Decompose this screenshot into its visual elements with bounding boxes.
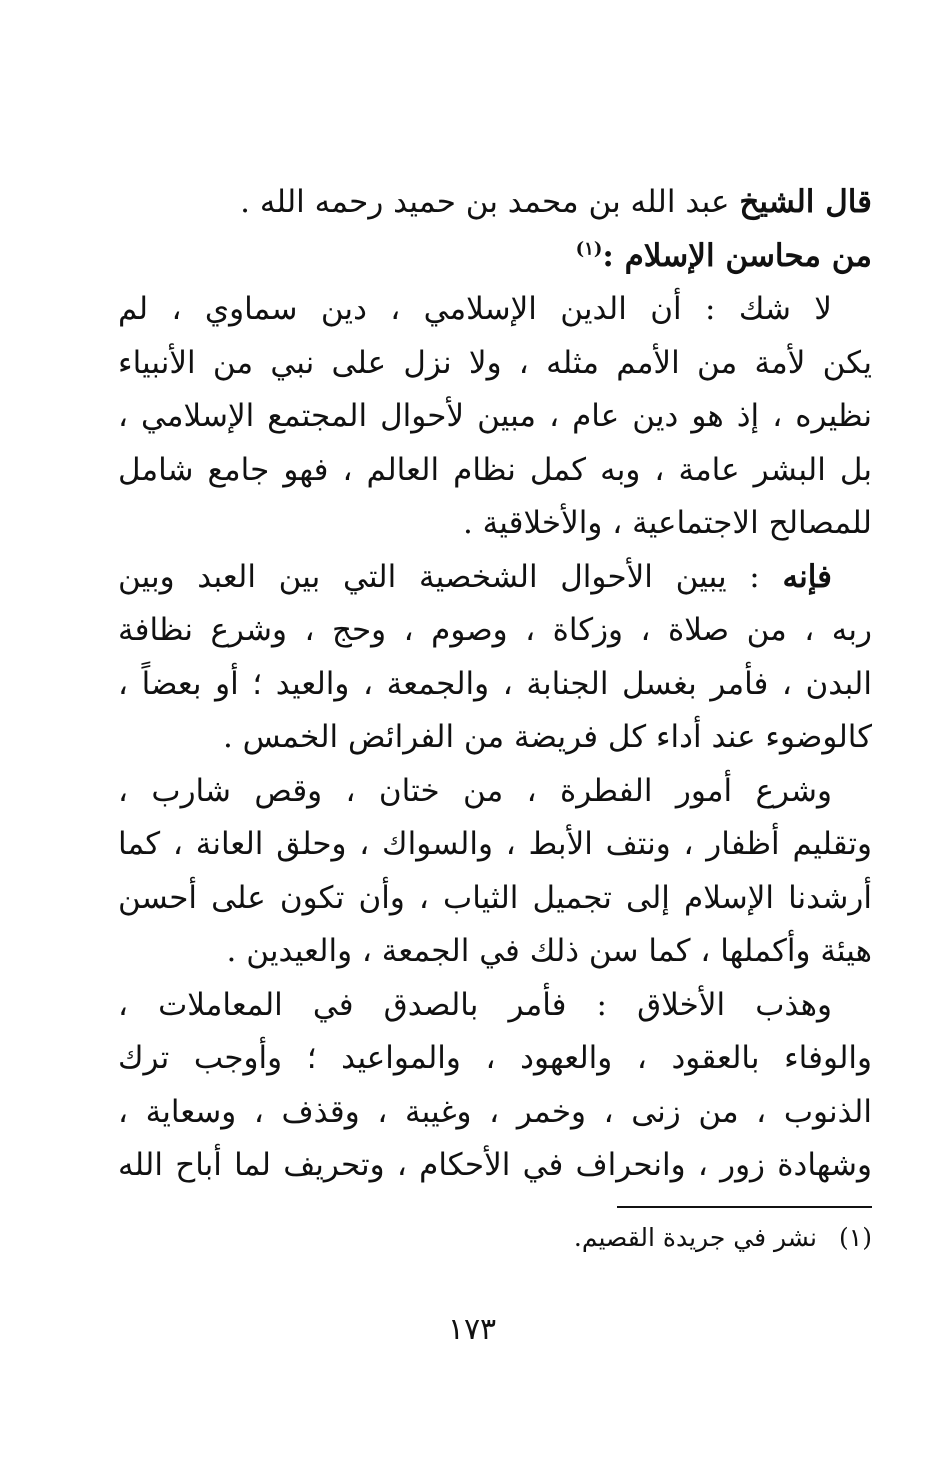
paragraph-2-line: ربه ، من صلاة ، وزكاة ، وصوم ، وحج ، وشرع نظافة [118,612,872,648]
main-text [118,176,872,1193]
paragraph-1-line: نظيره ، إذ هو دين عام ، مبين لأحوال المجتمع الإسلامي ، [118,398,872,434]
paragraph-3-line: وشرع أمور الفطرة ، من ختان ، وقص شارب ، [118,772,832,809]
paragraph-2-line: كالوضوء عند أداء كل فريضة من الفرائض الخمس . [222,719,872,755]
footnote-text: نشر في جريدة القصيم. [573,1223,818,1252]
paragraph-1-line: لا شك : أن الدين الإسلامي ، دين سماوي ، لم [118,291,832,327]
author-lead: قال الشيخ [739,184,872,220]
paragraph-4-line: وشهادة زور ، وانحراف في الأحكام ، وتحريف لما أباح الله [118,1147,872,1183]
paragraph-1-line: بل البشر عامة ، وبه كمل نظام العالم ، فهو جامع شامل [118,451,872,488]
paragraph-3-line: أرشدنا الإسلام إلى تجميل الثياب ، وأن تكون على أحسن [118,879,872,916]
paragraph-2-first-line [118,551,872,605]
footnote [272,1218,872,1258]
paragraph-2-line: البدن ، فأمر بغسل الجنابة ، والجمعة ، والعيد ؛ أو بعضاً ، [118,665,872,702]
author-rest: عبد الله بن محمد بن حميد رحمه الله . [240,184,730,220]
paragraph-4-line: وهذب الأخلاق : فأمر بالصدق في المعاملات ، [118,986,832,1023]
paragraph-3-line: هيئة وأكملها ، كما سن ذلك في الجمعة ، والعيدين . [226,933,872,969]
footnote-divider [617,1206,872,1208]
page-number: ١٧٣ [447,1312,497,1347]
paragraph-2-lead: فإنه [782,558,832,595]
paragraph-4-line: والوفاء بالعقود ، والعهود ، والمواعيد ؛ وأوجب ترك [118,1040,872,1076]
footnote-reference: (١) [575,238,603,260]
section-title-text: من محاسن الإسلام : [602,237,872,274]
paragraph-2-first-rest: : يبين الأحوال الشخصية التي بين العبد وبين [118,558,783,595]
section-title [118,230,872,284]
paragraph-1-line: يكن لأمة من الأمم مثله ، ولا نزل على نبي من الأنبياء [118,344,872,381]
author-line [118,176,872,230]
paragraph-3-line: وتقليم أظفار ، ونتف الأبط ، والسواك ، وحلق العانة ، كما [118,826,872,862]
paragraph-1-line: للمصالح الاجتماعية ، والأخلاقية . [462,505,872,541]
paragraph-4-line: الذنوب ، من زنى ، وخمر ، وغيبة ، وقذف ، وسعاية ، [118,1093,872,1130]
footnote-number: (١) [839,1223,872,1252]
